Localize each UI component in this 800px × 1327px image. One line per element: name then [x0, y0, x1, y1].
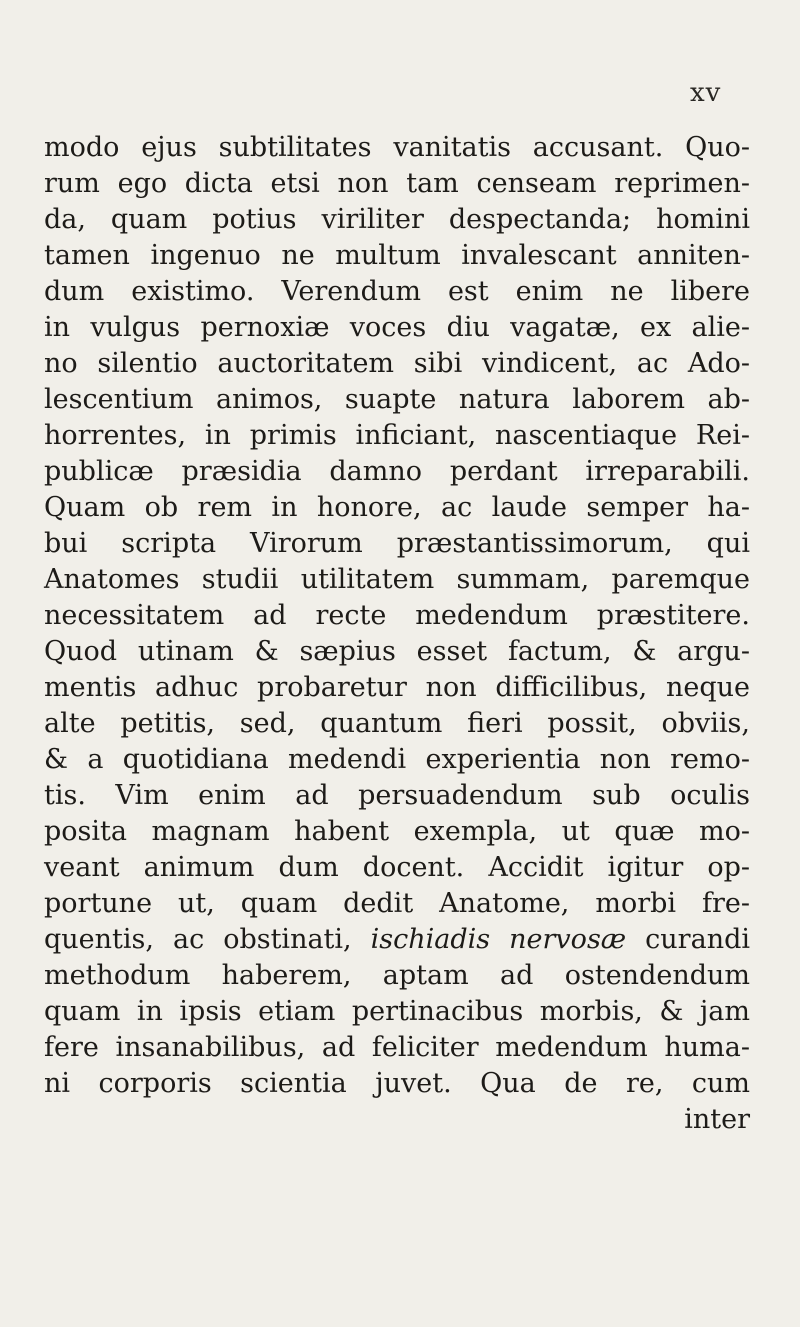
text-line: necessitatem ad recte medendum præstitere.	[44, 600, 750, 631]
catchword: inter	[684, 1104, 750, 1135]
text-line: lescentium animos, suapte natura laborem ab-	[44, 384, 750, 415]
text-line: veant animum dum docent. Accidit igitur op-	[44, 852, 750, 883]
text-line: quam in ipsis etiam pertinacibus morbis, & jam	[44, 996, 750, 1027]
text-line: dum existimo. Verendum est enim ne libere	[44, 276, 750, 307]
text-line: posita magnam habent exempla, ut quæ mo-	[44, 816, 750, 847]
text-line: fere insanabilibus, ad feliciter medendum huma-	[44, 1032, 750, 1063]
text-line: Anatomes studii utilitatem summam, paremque	[44, 564, 750, 595]
text-line: in vulgus pernoxiæ voces diu vagatæ, ex alie-	[44, 312, 750, 343]
text-line: no silentio auctoritatem sibi vindicent, ac Ado-	[44, 348, 750, 379]
text-line: portune ut, quam dedit Anatome, morbi fre-	[44, 888, 750, 919]
text-line: tis. Vim enim ad persuadendum sub oculis	[44, 780, 750, 811]
text-line: Quam ob rem in honore, ac laude semper ha-	[44, 492, 750, 523]
text-line: da, quam potius viriliter despectanda; homini	[44, 204, 750, 235]
text-line: ni corporis scientia juvet. Qua de re, cum	[44, 1068, 750, 1099]
text-line: horrentes, in primis inficiant, nascentiaque Rei-	[44, 420, 750, 451]
text-line: bui scripta Virorum præstantissimorum, qui	[44, 528, 750, 559]
text-line: mentis adhuc probaretur non difficilibus, neque	[44, 672, 750, 703]
text-line: methodum haberem, aptam ad ostendendum	[44, 960, 750, 991]
text-line: publicæ præsidia damno perdant irreparabili.	[44, 456, 750, 487]
text-line: quentis, ac obstinati, ischiadis nervosæ curandi	[44, 924, 750, 955]
text-line: modo ejus subtilitates vanitatis accusant. Quo-	[44, 132, 750, 163]
text-line: tamen ingenuo ne multum invalescant anniten-	[44, 240, 750, 271]
text-line: alte petitis, sed, quantum fieri possit, obviis,	[44, 708, 750, 739]
text-line: & a quotidiana medendi experientia non remo-	[44, 744, 750, 775]
text-line: Quod utinam & sæpius esset factum, & argu-	[44, 636, 750, 667]
page-number: xv	[690, 78, 722, 108]
text-line: rum ego dicta etsi non tam censeam reprimen-	[44, 168, 750, 199]
